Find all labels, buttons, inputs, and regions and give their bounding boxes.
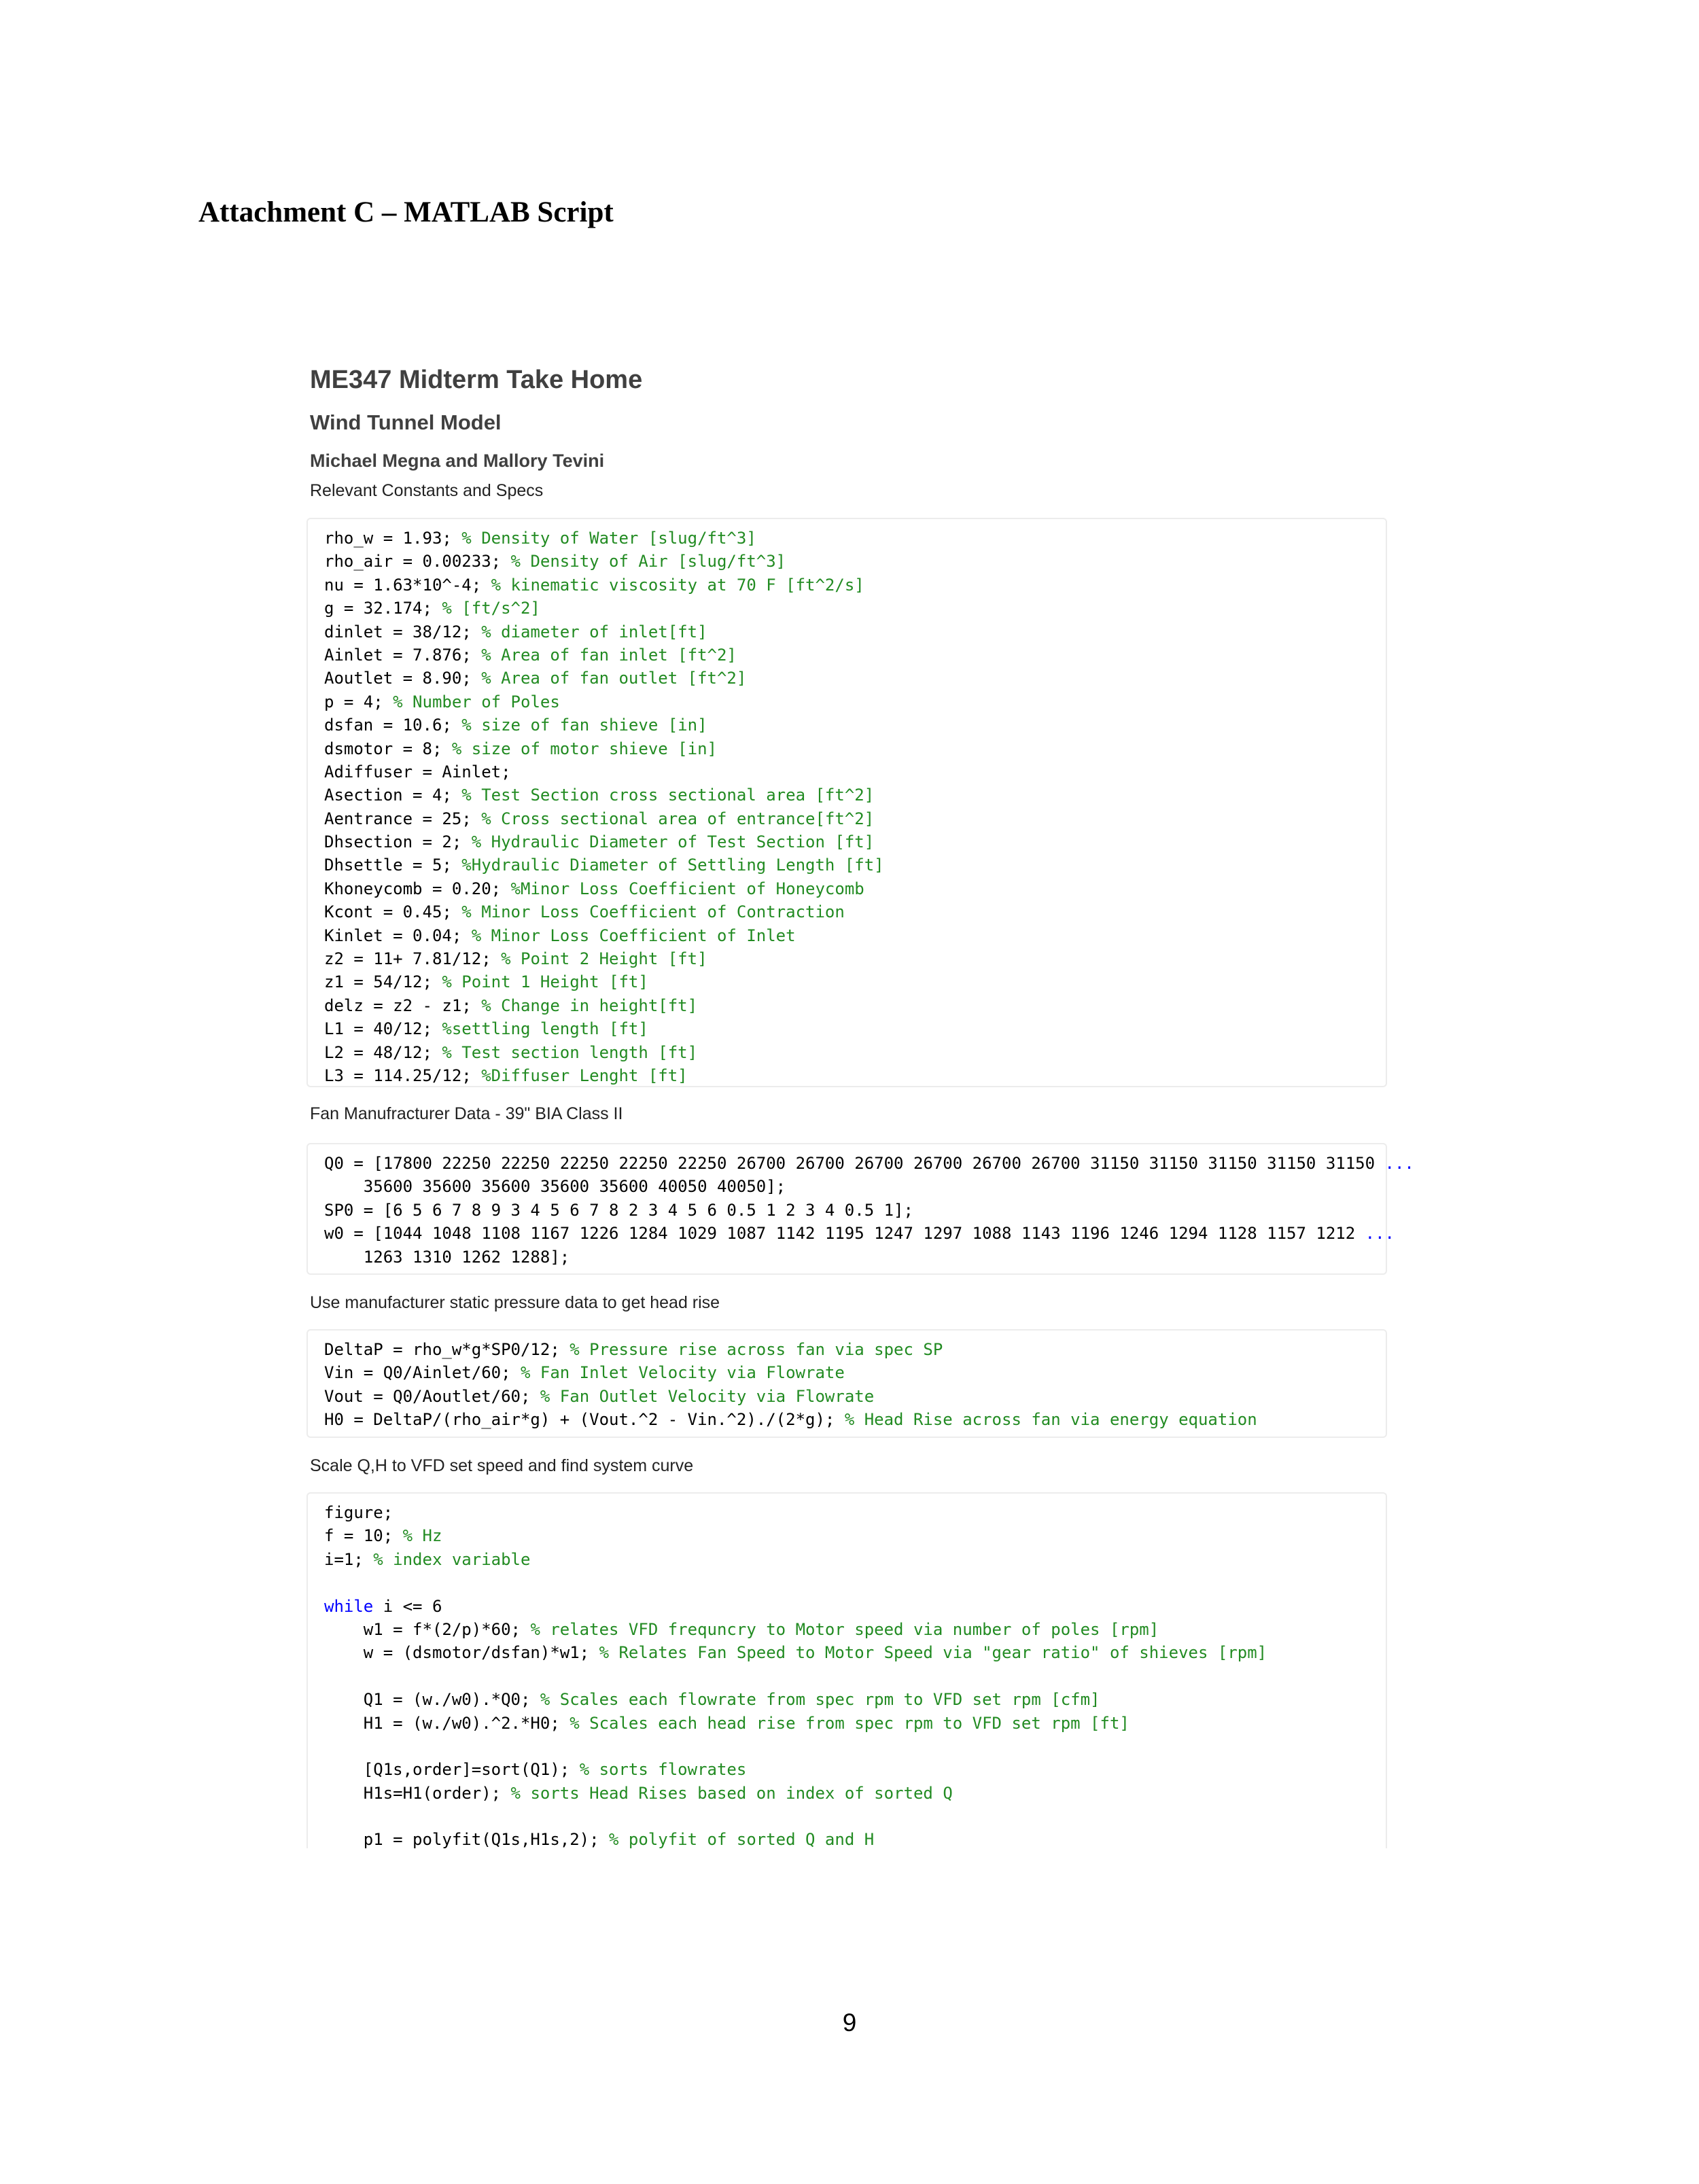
- code-keyword: while: [324, 1596, 374, 1616]
- code-line: [324, 900, 884, 923]
- code-line: [324, 667, 884, 690]
- code-line: [324, 1385, 1257, 1408]
- code-line: [324, 1361, 1257, 1384]
- code-comment: %settling length [ft]: [442, 1019, 648, 1039]
- code-text: Q1 = (w./w0).*Q0;: [324, 1690, 540, 1710]
- code-text: Aentrance = 25;: [324, 809, 482, 828]
- code-block-constants: [306, 518, 1387, 1087]
- code-line: [324, 1501, 1267, 1524]
- code-line: [324, 1338, 1257, 1361]
- section-heading-fan-data: Fan Manufracturer Data - 39" BIA Class II: [310, 1104, 623, 1123]
- line-continuation: ...: [1384, 1154, 1414, 1173]
- code-comment: % Pressure rise across fan via spec SP: [570, 1340, 943, 1359]
- code-text: H1 = (w./w0).^2.*H0;: [324, 1713, 570, 1733]
- code-lines: [324, 1501, 1267, 1852]
- page-number: 9: [842, 2009, 857, 2037]
- code-line: [324, 994, 884, 1017]
- code-line: [324, 924, 884, 947]
- code-line: [324, 1199, 1414, 1222]
- code-text: Asection = 4;: [324, 786, 462, 805]
- code-line: [324, 1408, 1257, 1431]
- code-text: i=1;: [324, 1549, 374, 1569]
- code-line: [324, 1548, 1267, 1571]
- code-comment: % Test Section cross sectional area [ft^2]: [461, 786, 875, 805]
- code-line: [324, 597, 884, 620]
- code-line: [324, 1688, 1267, 1711]
- code-comment: % Area of fan outlet [ft^2]: [481, 669, 747, 688]
- code-line: [324, 1064, 884, 1087]
- code-line: [324, 970, 884, 993]
- code-comment: % kinematic viscosity at 70 F [ft^2/s]: [491, 575, 864, 595]
- code-comment: % relates VFD frequncry to Motor speed via number of poles [rpm]: [530, 1619, 1159, 1639]
- code-comment: % Fan Inlet Velocity via Flowrate: [520, 1363, 845, 1383]
- code-text: w0 = [1044 1048 1108 1167 1226 1284 1029 1087 1142 1195 1247 1297 1088 1143 1196 1246 1294 1128 1157 1212: [324, 1224, 1365, 1244]
- code-text: delz = z2 - z1;: [324, 996, 482, 1015]
- document-authors: Michael Megna and Mallory Tevini: [310, 451, 605, 471]
- code-comment: % Scales each flowrate from spec rpm to VFD set rpm [cfm]: [540, 1690, 1100, 1710]
- code-text: p = 4;: [324, 692, 393, 711]
- code-line: [324, 1175, 1414, 1198]
- code-line: [324, 1641, 1267, 1664]
- code-lines: [324, 1338, 1257, 1432]
- code-text: Dhsettle = 5;: [324, 856, 462, 875]
- code-comment: % size of fan shieve [in]: [461, 716, 707, 735]
- code-line: [324, 1041, 884, 1064]
- code-line: [324, 737, 884, 760]
- code-comment: % Cross sectional area of entrance[ft^2]: [481, 809, 875, 828]
- code-lines: [324, 1152, 1414, 1269]
- code-line: [324, 644, 884, 667]
- code-text: p1 = polyfit(Q1s,H1s,2);: [324, 1830, 610, 1850]
- code-comment: % Point 2 Height [ft]: [501, 949, 707, 969]
- code-text: rho_air = 0.00233;: [324, 552, 511, 571]
- code-block-fan-data: [306, 1143, 1414, 1275]
- code-line: [324, 853, 884, 877]
- code-comment: % Area of fan inlet [ft^2]: [481, 645, 737, 665]
- code-text: g = 32.174;: [324, 599, 442, 618]
- code-text: nu = 1.63*10^-4;: [324, 575, 491, 595]
- code-line: [324, 527, 884, 550]
- code-text: rho_w = 1.93;: [324, 529, 462, 548]
- code-line: [324, 1712, 1267, 1735]
- code-comment: %Diffuser Lenght [ft]: [481, 1065, 688, 1085]
- code-comment: % [ft/s^2]: [442, 599, 540, 618]
- code-line: [324, 1152, 1414, 1175]
- code-comment: % Hz: [402, 1526, 442, 1546]
- code-text: [Q1s,order]=sort(Q1);: [324, 1760, 580, 1780]
- code-text: Dhsection = 2;: [324, 832, 472, 852]
- code-text: Vout = Q0/Aoutlet/60;: [324, 1386, 540, 1406]
- code-text: Adiffuser = Ainlet;: [324, 762, 511, 781]
- code-line: [324, 783, 884, 807]
- code-comment: % Scales each head rise from spec rpm to VFD set rpm [ft]: [570, 1713, 1129, 1733]
- code-line: [324, 1735, 1267, 1758]
- attachment-heading: Attachment C – MATLAB Script: [198, 196, 614, 228]
- code-text: 1263 1310 1262 1288];: [324, 1247, 570, 1267]
- code-lines: [324, 527, 884, 1087]
- code-line: [324, 714, 884, 737]
- code-comment: % polyfit of sorted Q and H: [609, 1830, 875, 1850]
- code-line: [324, 1805, 1267, 1828]
- code-line: [324, 620, 884, 644]
- code-text: dinlet = 38/12;: [324, 622, 482, 641]
- code-line: [324, 807, 884, 830]
- code-line: [324, 550, 884, 573]
- code-text: Vin = Q0/Ainlet/60;: [324, 1363, 521, 1383]
- code-text: figure;: [324, 1503, 393, 1522]
- code-text: w = (dsmotor/dsfan)*w1;: [324, 1643, 599, 1663]
- code-line: [324, 1222, 1414, 1245]
- document-subtitle: Wind Tunnel Model: [310, 410, 502, 434]
- code-comment: % sorts flowrates: [579, 1760, 747, 1780]
- code-line: [324, 877, 884, 900]
- code-comment: % Fan Outlet Velocity via Flowrate: [540, 1386, 875, 1406]
- code-comment: % Relates Fan Speed to Motor Speed via "gear ratio" of shieves [rpm]: [599, 1643, 1267, 1663]
- code-line: [324, 760, 884, 783]
- code-comment: % sorts Head Rises based on index of sorted Q: [510, 1783, 953, 1803]
- code-comment: % Hydraulic Diameter of Test Section [ft]: [471, 832, 875, 852]
- code-comment: % Minor Loss Coefficient of Contraction: [461, 902, 845, 922]
- code-text: H0 = DeltaP/(rho_air*g) + (Vout.^2 - Vin.^2)./(2*g);: [324, 1410, 845, 1430]
- code-text: w1 = f*(2/p)*60;: [324, 1619, 531, 1639]
- code-text: Kinlet = 0.04;: [324, 926, 472, 945]
- code-comment: % Head Rise across fan via energy equation: [844, 1410, 1257, 1430]
- code-text: SP0 = [6 5 6 7 8 9 3 4 5 6 7 8 2 3 4 5 6 0.5 1 2 3 4 0.5 1];: [324, 1200, 913, 1220]
- code-text: 35600 35600 35600 35600 35600 40050 40050];: [324, 1177, 786, 1197]
- code-comment: % Minor Loss Coefficient of Inlet: [471, 926, 796, 945]
- code-text: dsmotor = 8;: [324, 739, 452, 758]
- section-heading-constants: Relevant Constants and Specs: [310, 481, 544, 500]
- code-line: [324, 690, 884, 714]
- code-text: Aoutlet = 8.90;: [324, 669, 482, 688]
- code-text: z2 = 11+ 7.81/12;: [324, 949, 502, 969]
- code-comment: % diameter of inlet[ft]: [481, 622, 707, 641]
- code-line: [324, 1618, 1267, 1641]
- code-text: Ainlet = 7.876;: [324, 645, 482, 665]
- line-continuation: ...: [1365, 1224, 1395, 1244]
- code-text: f = 10;: [324, 1526, 403, 1546]
- code-text: z1 = 54/12;: [324, 972, 442, 992]
- code-comment: %Minor Loss Coefficient of Honeycomb: [510, 879, 864, 898]
- code-comment: % Change in height[ft]: [481, 996, 698, 1015]
- code-line: [324, 830, 884, 853]
- code-comment: % Density of Water [slug/ft^3]: [461, 529, 756, 548]
- code-text: DeltaP = rho_w*g*SP0/12;: [324, 1340, 570, 1359]
- code-block-scale: [306, 1492, 1387, 1848]
- code-text: Kcont = 0.45;: [324, 902, 462, 922]
- code-text: i <= 6: [373, 1596, 442, 1616]
- code-text: L2 = 48/12;: [324, 1042, 442, 1062]
- code-text: L3 = 114.25/12;: [324, 1065, 482, 1085]
- code-text: L1 = 40/12;: [324, 1019, 442, 1039]
- code-text: H1s=H1(order);: [324, 1783, 511, 1803]
- code-comment: % Test section length [ft]: [442, 1042, 698, 1062]
- code-line: [324, 1758, 1267, 1781]
- code-line: [324, 1571, 1267, 1594]
- code-line: [324, 1595, 1267, 1618]
- code-line: [324, 1017, 884, 1040]
- code-line: [324, 1782, 1267, 1805]
- code-comment: % index variable: [373, 1549, 531, 1569]
- code-text: Khoneycomb = 0.20;: [324, 879, 511, 898]
- code-line: [324, 1665, 1267, 1688]
- code-line: [324, 1246, 1414, 1269]
- section-heading-head-rise: Use manufacturer static pressure data to get head rise: [310, 1293, 720, 1312]
- code-comment: % Number of Poles: [393, 692, 560, 711]
- code-block-head-rise: [306, 1329, 1387, 1438]
- code-line: [324, 1524, 1267, 1547]
- code-comment: %Hydraulic Diameter of Settling Length [ft]: [461, 856, 884, 875]
- code-text: Q0 = [17800 22250 22250 22250 22250 22250 26700 26700 26700 26700 26700 26700 31150 31150 31150 31150 31150: [324, 1154, 1385, 1173]
- code-text: dsfan = 10.6;: [324, 716, 462, 735]
- code-comment: % Point 1 Height [ft]: [442, 972, 648, 992]
- code-line: [324, 947, 884, 970]
- code-line: [324, 574, 884, 597]
- code-comment: % size of motor shieve [in]: [451, 739, 717, 758]
- code-comment: % Density of Air [slug/ft^3]: [510, 552, 786, 571]
- document-title: ME347 Midterm Take Home: [310, 366, 643, 394]
- code-line: [324, 1828, 1267, 1851]
- section-heading-scale: Scale Q,H to VFD set speed and find system curve: [310, 1456, 694, 1475]
